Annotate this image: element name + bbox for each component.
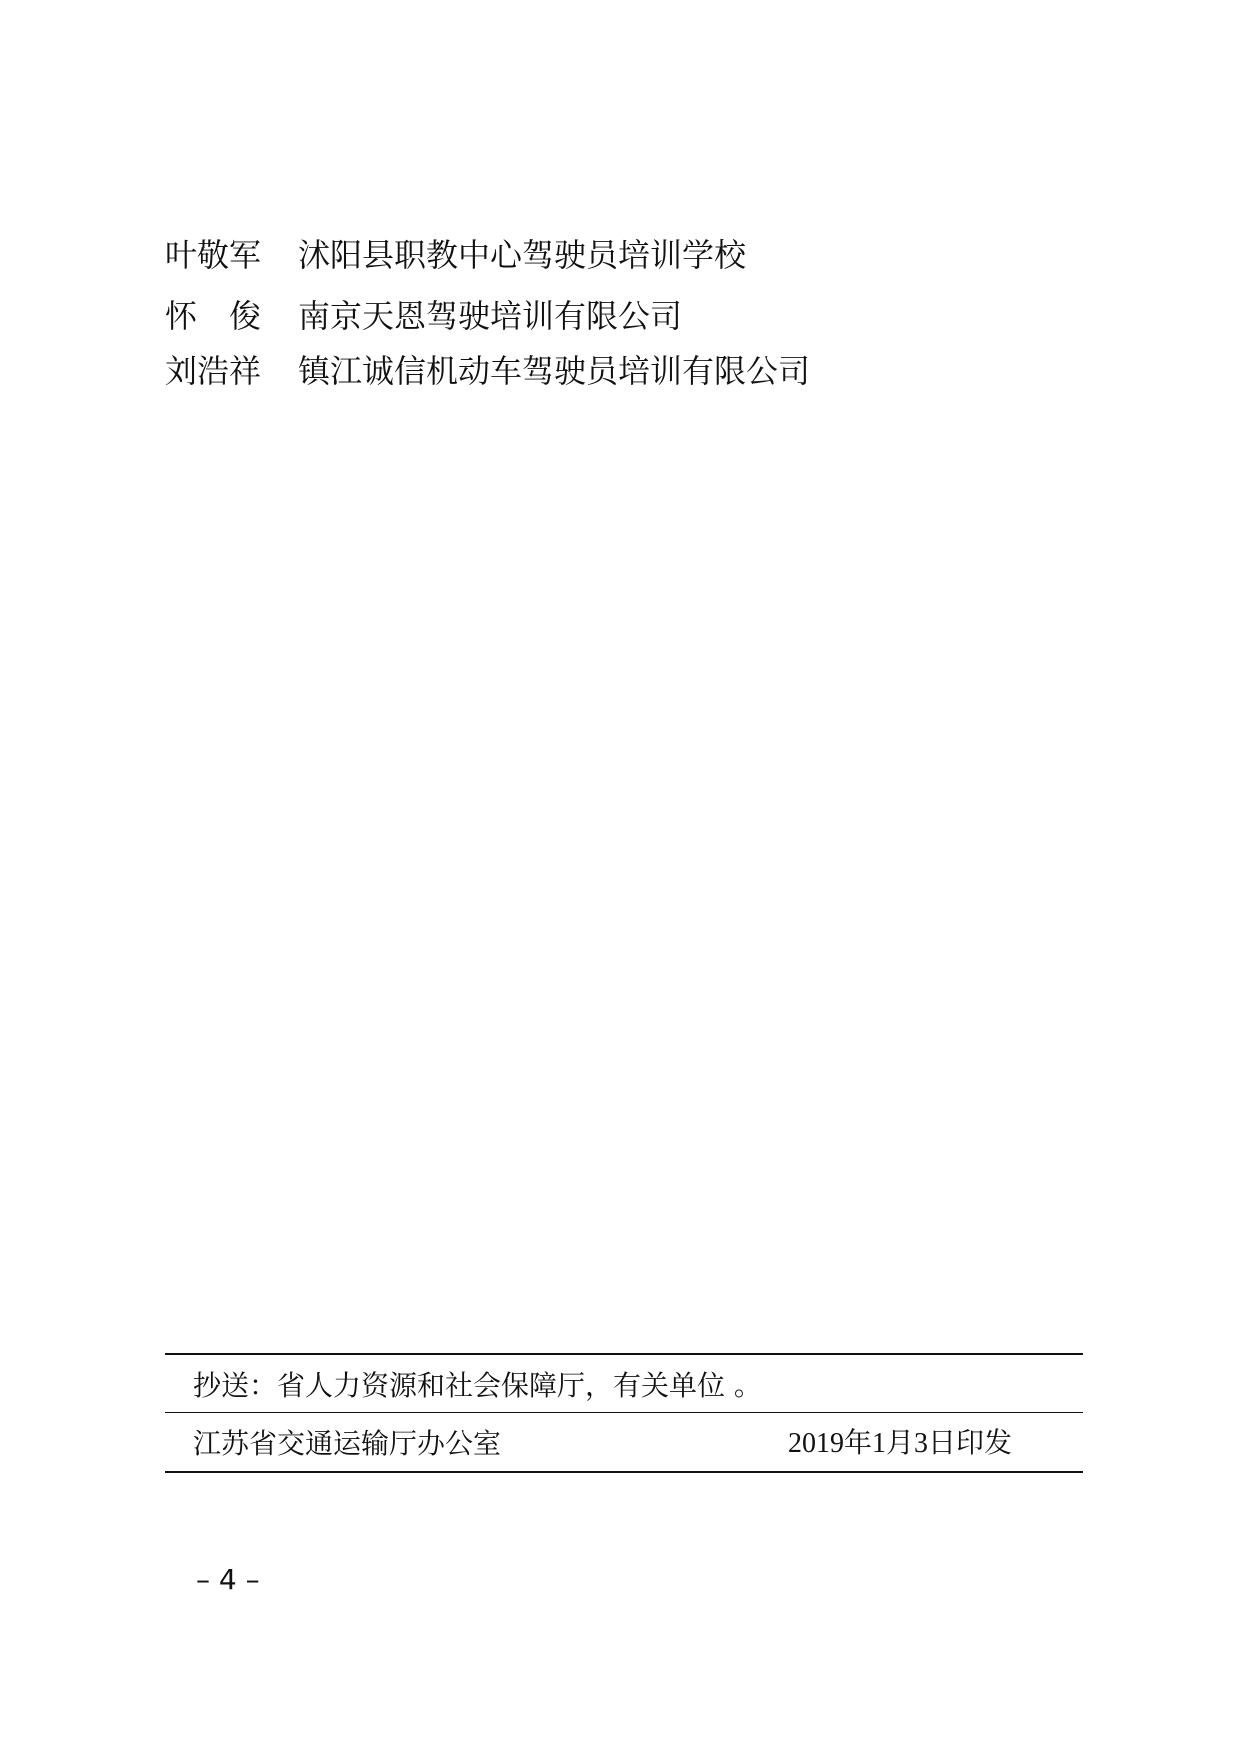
entry-name: 怀 俊 xyxy=(165,297,262,335)
issue-date: 2019年1月3日印发 xyxy=(788,1428,1013,1459)
footer-middle-rule xyxy=(165,1412,1083,1413)
footer-bottom-rule xyxy=(165,1471,1083,1473)
footer-top-rule xyxy=(165,1353,1083,1355)
page-number: – 4 – xyxy=(196,1563,260,1596)
issuer: 江苏省交通运输厅办公室 xyxy=(193,1427,502,1460)
entry-org: 南京天恩驾驶培训有限公司 xyxy=(298,297,683,335)
cc-line: 抄送：省人力资源和社会保障厅，有关单位 。 xyxy=(193,1369,762,1402)
entry-name: 叶敬军 xyxy=(165,236,262,274)
entry-org: 沭阳县职教中心驾驶员培训学校 xyxy=(298,236,747,274)
entry-name: 刘浩祥 xyxy=(165,352,262,390)
entry-org: 镇江诚信机动车驾驶员培训有限公司 xyxy=(298,352,811,390)
